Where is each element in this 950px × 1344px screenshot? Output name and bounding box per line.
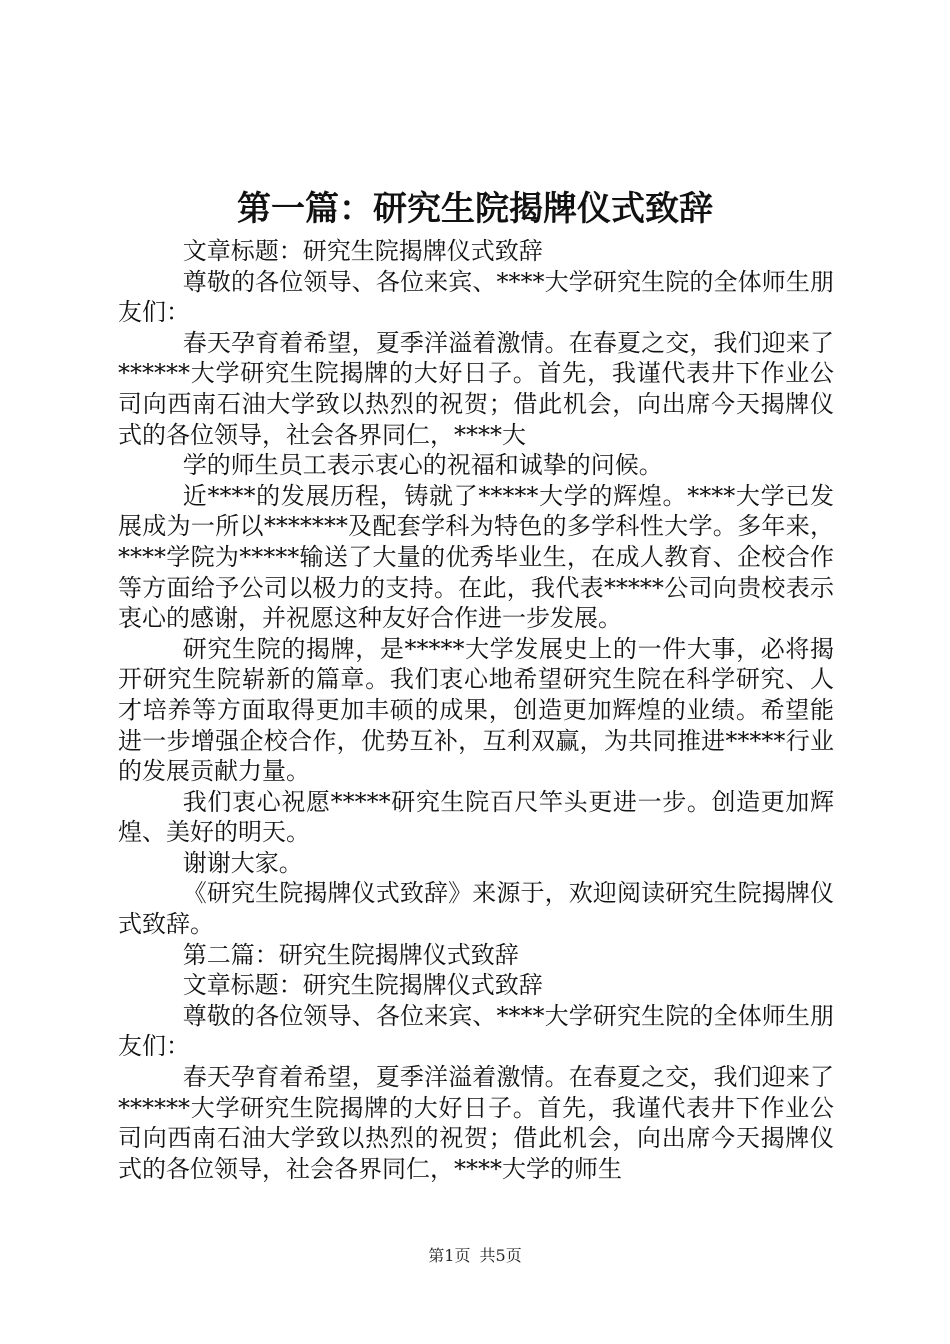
paragraph: 尊敬的各位领导、各位来宾、****大学研究生院的全体师生朋友们： <box>118 267 834 327</box>
page-footer <box>0 1243 950 1266</box>
page-number: 第1页 <box>428 1246 471 1265</box>
paragraph: 谢谢大家。 <box>182 848 303 877</box>
document-title: 第一篇：研究生院揭牌仪式致辞 <box>237 189 713 229</box>
paragraph: 文章标题：研究生院揭牌仪式致辞 <box>182 971 543 1000</box>
page-total: 共5页 <box>479 1246 522 1265</box>
paragraph: 《研究生院揭牌仪式致辞》来源于，欢迎阅读研究生院揭牌仪式致辞。 <box>118 879 834 939</box>
document-body <box>118 236 834 1184</box>
paragraph: 文章标题：研究生院揭牌仪式致辞 <box>182 237 543 265</box>
paragraph: 尊敬的各位领导、各位来宾、****大学研究生院的全体师生朋友们： <box>118 1001 834 1061</box>
paragraph: 学的师生员工表示衷心的祝福和诚挚的问候。 <box>182 451 663 480</box>
paragraph: 近****的发展历程，铸就了*****大学的辉煌。****大学已发展成为一所以*******及配套学科为特色的多学科性大学。多年来，****学院为*****输送了大量的优秀毕业生，在成人教育、企校合作等方面给予公司以极力的支持。在此，我代表*****公司向贵校表示衷心的感谢，并祝愿这种友好合作进一步发展。 <box>118 481 834 633</box>
section-heading: 第二篇：研究生院揭牌仪式致辞 <box>182 940 519 969</box>
paragraph: 春天孕育着希望，夏季洋溢着激情。在春夏之交，我们迎来了******大学研究生院揭牌的大好日子。首先，我谨代表井下作业公司向西南石油大学致以热烈的祝贺；借此机会，向出席今天揭牌仪式的各位领导，社会各界同仁，****大 <box>118 328 834 449</box>
paragraph: 我们衷心祝愿*****研究生院百尺竿头更进一步。创造更加辉煌、美好的明天。 <box>118 787 834 847</box>
paragraph: 研究生院的揭牌，是*****大学发展史上的一件大事，必将揭开研究生院崭新的篇章。我们衷心地希望研究生院在科学研究、人才培养等方面取得更加丰硕的成果，创造更加辉煌的业绩。希望能进一步增强企校合作，优势互补，互利双赢，为共同推进*****行业的发展贡献力量。 <box>118 634 834 786</box>
paragraph: 春天孕育着希望，夏季洋溢着激情。在春夏之交，我们迎来了******大学研究生院揭牌的大好日子。首先，我谨代表井下作业公司向西南石油大学致以热烈的祝贺；借此机会，向出席今天揭牌仪式的各位领导，社会各界同仁，****大学的师生 <box>118 1063 834 1183</box>
